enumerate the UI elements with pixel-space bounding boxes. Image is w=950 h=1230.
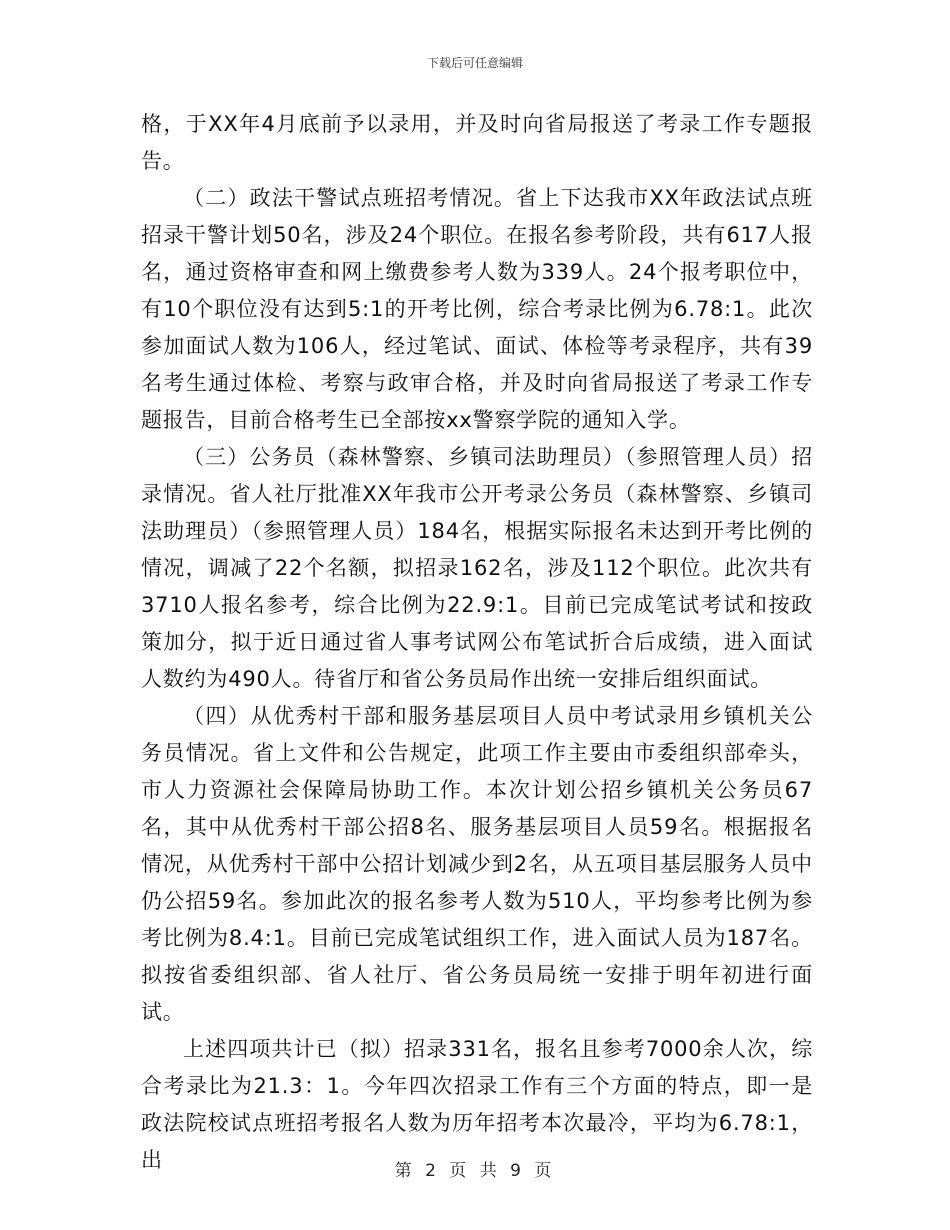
paragraph-summary: 上述四项共计已（拟）招录331名，报名且参考7000余人次，综合考录比为21.3：1。今年四次招录工作有三个方面的特点，即一是政法院校试点班招考报名人数为历年招考本次最冷，平均为6.78:1，出 <box>141 1037 813 1172</box>
paragraph-section-4: （四）从优秀村干部和服务基层项目人员中考试录用乡镇机关公务员情况。省上文件和公告规定，此项工作主要由市委组织部牵头，市人力资源社会保障局协助工作。本次计划公招乡镇机关公务员67名，其中从优秀村干部公招8名、服务基层项目人员59名。根据报名情况，从优秀村干部中公招计划减少到2名，从五项目基层服务人员中仍公招59名。参加此次的报名参考人数为510人，平均参考比例为参考比例为8.4:1。目前已完成笔试组织工作，进入面试人员为187名。拟按省委组织部、省人社厅、省公务员局统一安排于明年初进行面试。 <box>141 704 813 1024</box>
paragraph-section-3: （三）公务员（森林警察、乡镇司法助理员）（参照管理人员）招录情况。省人社厅批准XX年我市公开考录公务员（森林警察、乡镇司法助理员）（参照管理人员）184名，根据实际报名未达到开考比例的情况，调减了22个名额，拟招录162名，涉及112个职位。此次共有3710人报名参考，综合比例为22.9:1。目前已完成笔试考试和按政策加分，拟于近日通过省人事考试网公布笔试折合后成绩，进入面试人数约为490人。待省厅和省公务员局作出统一安排后组织面试。 <box>141 445 813 691</box>
page-header: 下载后可任意编辑 <box>426 56 523 70</box>
document-body <box>141 106 813 1179</box>
paragraph-section-2: （二）政法干警试点班招考情况。省上下达我市XX年政法试点班招录干警计划50名，涉及24个职位。在报名参考阶段，共有617人报名，通过资格审查和网上缴费参考人数为339人。24个报考职位中，有10个职位没有达到5:1的开考比例，综合考录比例为6.78:1。此次参加面试人数为106人，经过笔试、面试、体检等考录程序，共有39名考生通过体检、考察与政审合格，并及时向省局报送了考录工作专题报告，目前合格考生已全部按xx警察学院的通知入学。 <box>141 186 813 432</box>
page-number: 第 2 页 共 9 页 <box>394 1161 556 1181</box>
paragraph-continuation: 格，于XX年4月底前予以录用，并及时向省局报送了考录工作专题报告。 <box>141 112 813 173</box>
